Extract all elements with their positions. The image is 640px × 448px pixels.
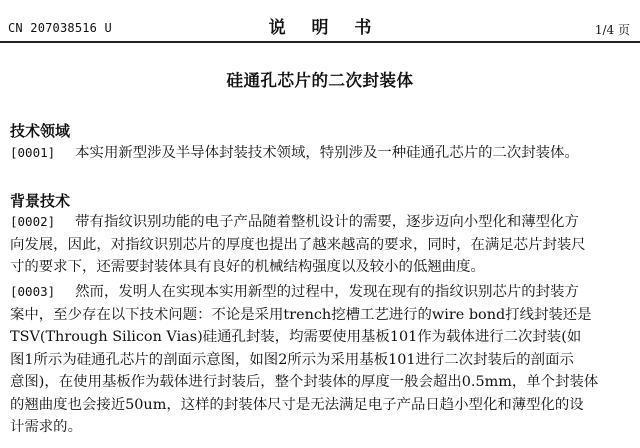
- paragraph-line: 计需求的。: [10, 419, 82, 435]
- patent-number: CN 207038516 U: [8, 21, 112, 35]
- paragraph-0002: [10, 211, 632, 279]
- paragraph-line: 的翘曲度也会接近50um，这样的封装体尺寸是无法满足电子产品日趋小型化和薄型化的设: [10, 396, 584, 413]
- paragraph-number: [0002]: [10, 214, 56, 229]
- paragraph-text: 本实用新型涉及半导体封装技术领域，特别涉及一种硅通孔芯片的二次封装体。: [75, 145, 579, 161]
- paragraph-line: 寸的要求下，还需要封装体具有良好的机械结构强度以及较小的低翘曲度。: [10, 259, 485, 275]
- paragraph-line: [10, 211, 632, 234]
- document-title: 硅通孔芯片的二次封装体: [226, 71, 414, 90]
- section-heading-background: 背景技术: [10, 192, 71, 210]
- paragraph-text: 带有指纹识别功能的电子产品随着整机设计的需要，逐步迈向小型化和薄型化方: [75, 214, 579, 230]
- paragraph-0001: [10, 142, 632, 165]
- paragraph-number: [0001]: [10, 145, 56, 160]
- paragraph-line: TSV(Through Silicon Vias)硅通孔封装，均需要使用基板101作为载体进行二次封装(如: [10, 329, 582, 345]
- paragraph-0003: [10, 281, 632, 439]
- paragraph-line: [10, 142, 632, 165]
- header-divider: [0, 41, 640, 43]
- section-heading-tech-field: 技术领域: [10, 122, 71, 140]
- page-header: [0, 0, 640, 40]
- paragraph-number: [0003]: [10, 284, 56, 299]
- paragraph-line: 向发展，因此，对指纹识别芯片的厚度也提出了越来越高的要求，同时，在满足芯片封装尺: [10, 236, 586, 253]
- paragraph-line: 案中，至少存在以下技术问题：不论是采用trench挖槽工艺进行的wire bond打线封装还是: [10, 306, 592, 323]
- paragraph-line: 图1所示为硅通孔芯片的剖面示意图，如图2所示为采用基板101进行二次封装后的剖面示: [10, 351, 574, 368]
- page-indicator: 1/4 页: [594, 23, 630, 37]
- paragraph-text: 然而，发明人在实现本实用新型的过程中，发现在现有的指纹识别芯片的封装方: [75, 284, 579, 300]
- paragraph-line: [10, 281, 632, 304]
- paragraph-line: 意图)，在使用基板作为载体进行封装后，整个封装体的厚度一般会超出0.5mm，单个封装体: [10, 374, 599, 390]
- document-type-heading: 说 明 书: [268, 18, 382, 38]
